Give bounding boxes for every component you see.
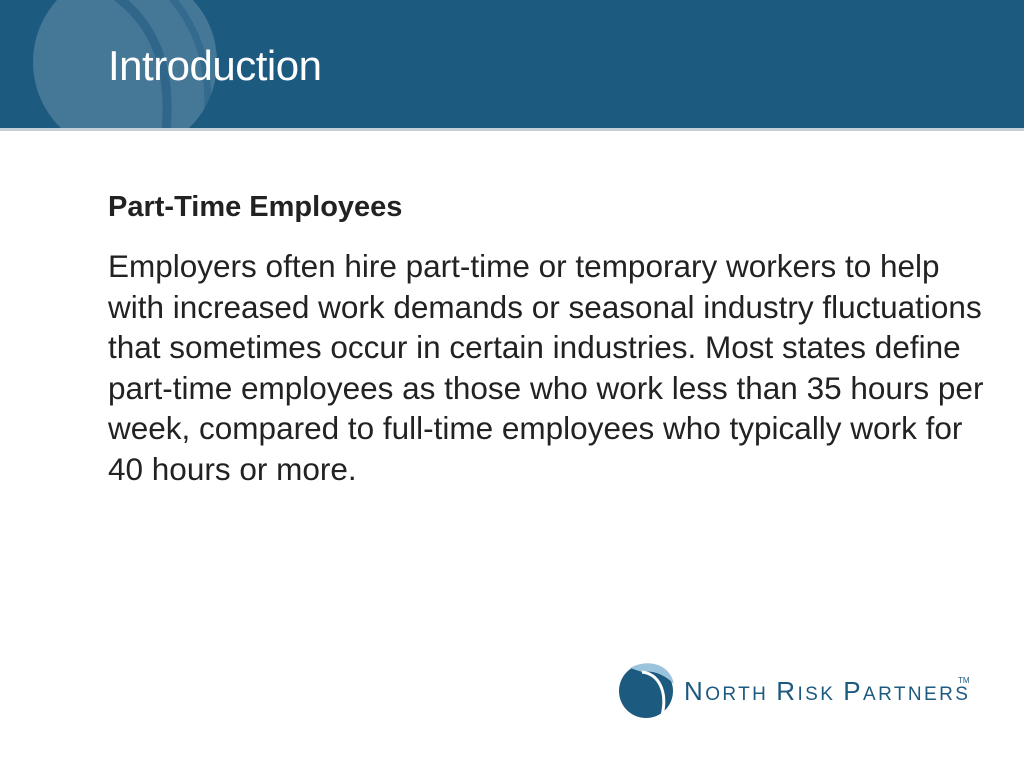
logo-word-3: PARTNERS <box>843 676 971 706</box>
logo-globe-icon <box>618 660 676 720</box>
logo-wordmark <box>684 676 978 707</box>
header-divider <box>0 128 1024 131</box>
logo-word-2: RISK <box>776 676 836 706</box>
logo-word-1: NORTH <box>684 676 769 706</box>
trademark-symbol: TM <box>958 676 970 685</box>
header-banner <box>0 0 1024 128</box>
body-paragraph: Employers often hire part-time or temporary workers to help with increased work demands or seasonal industry fluctuations that sometimes occur in certain industries. Most states define part-time employees as those who work less than 35 hours per week, compared to full-time employees who typically work for 40 hours or more. <box>108 248 984 487</box>
section-heading: Part-Time Employees <box>108 191 403 223</box>
company-logo <box>618 660 988 720</box>
slide-title: Introduction <box>108 42 322 89</box>
